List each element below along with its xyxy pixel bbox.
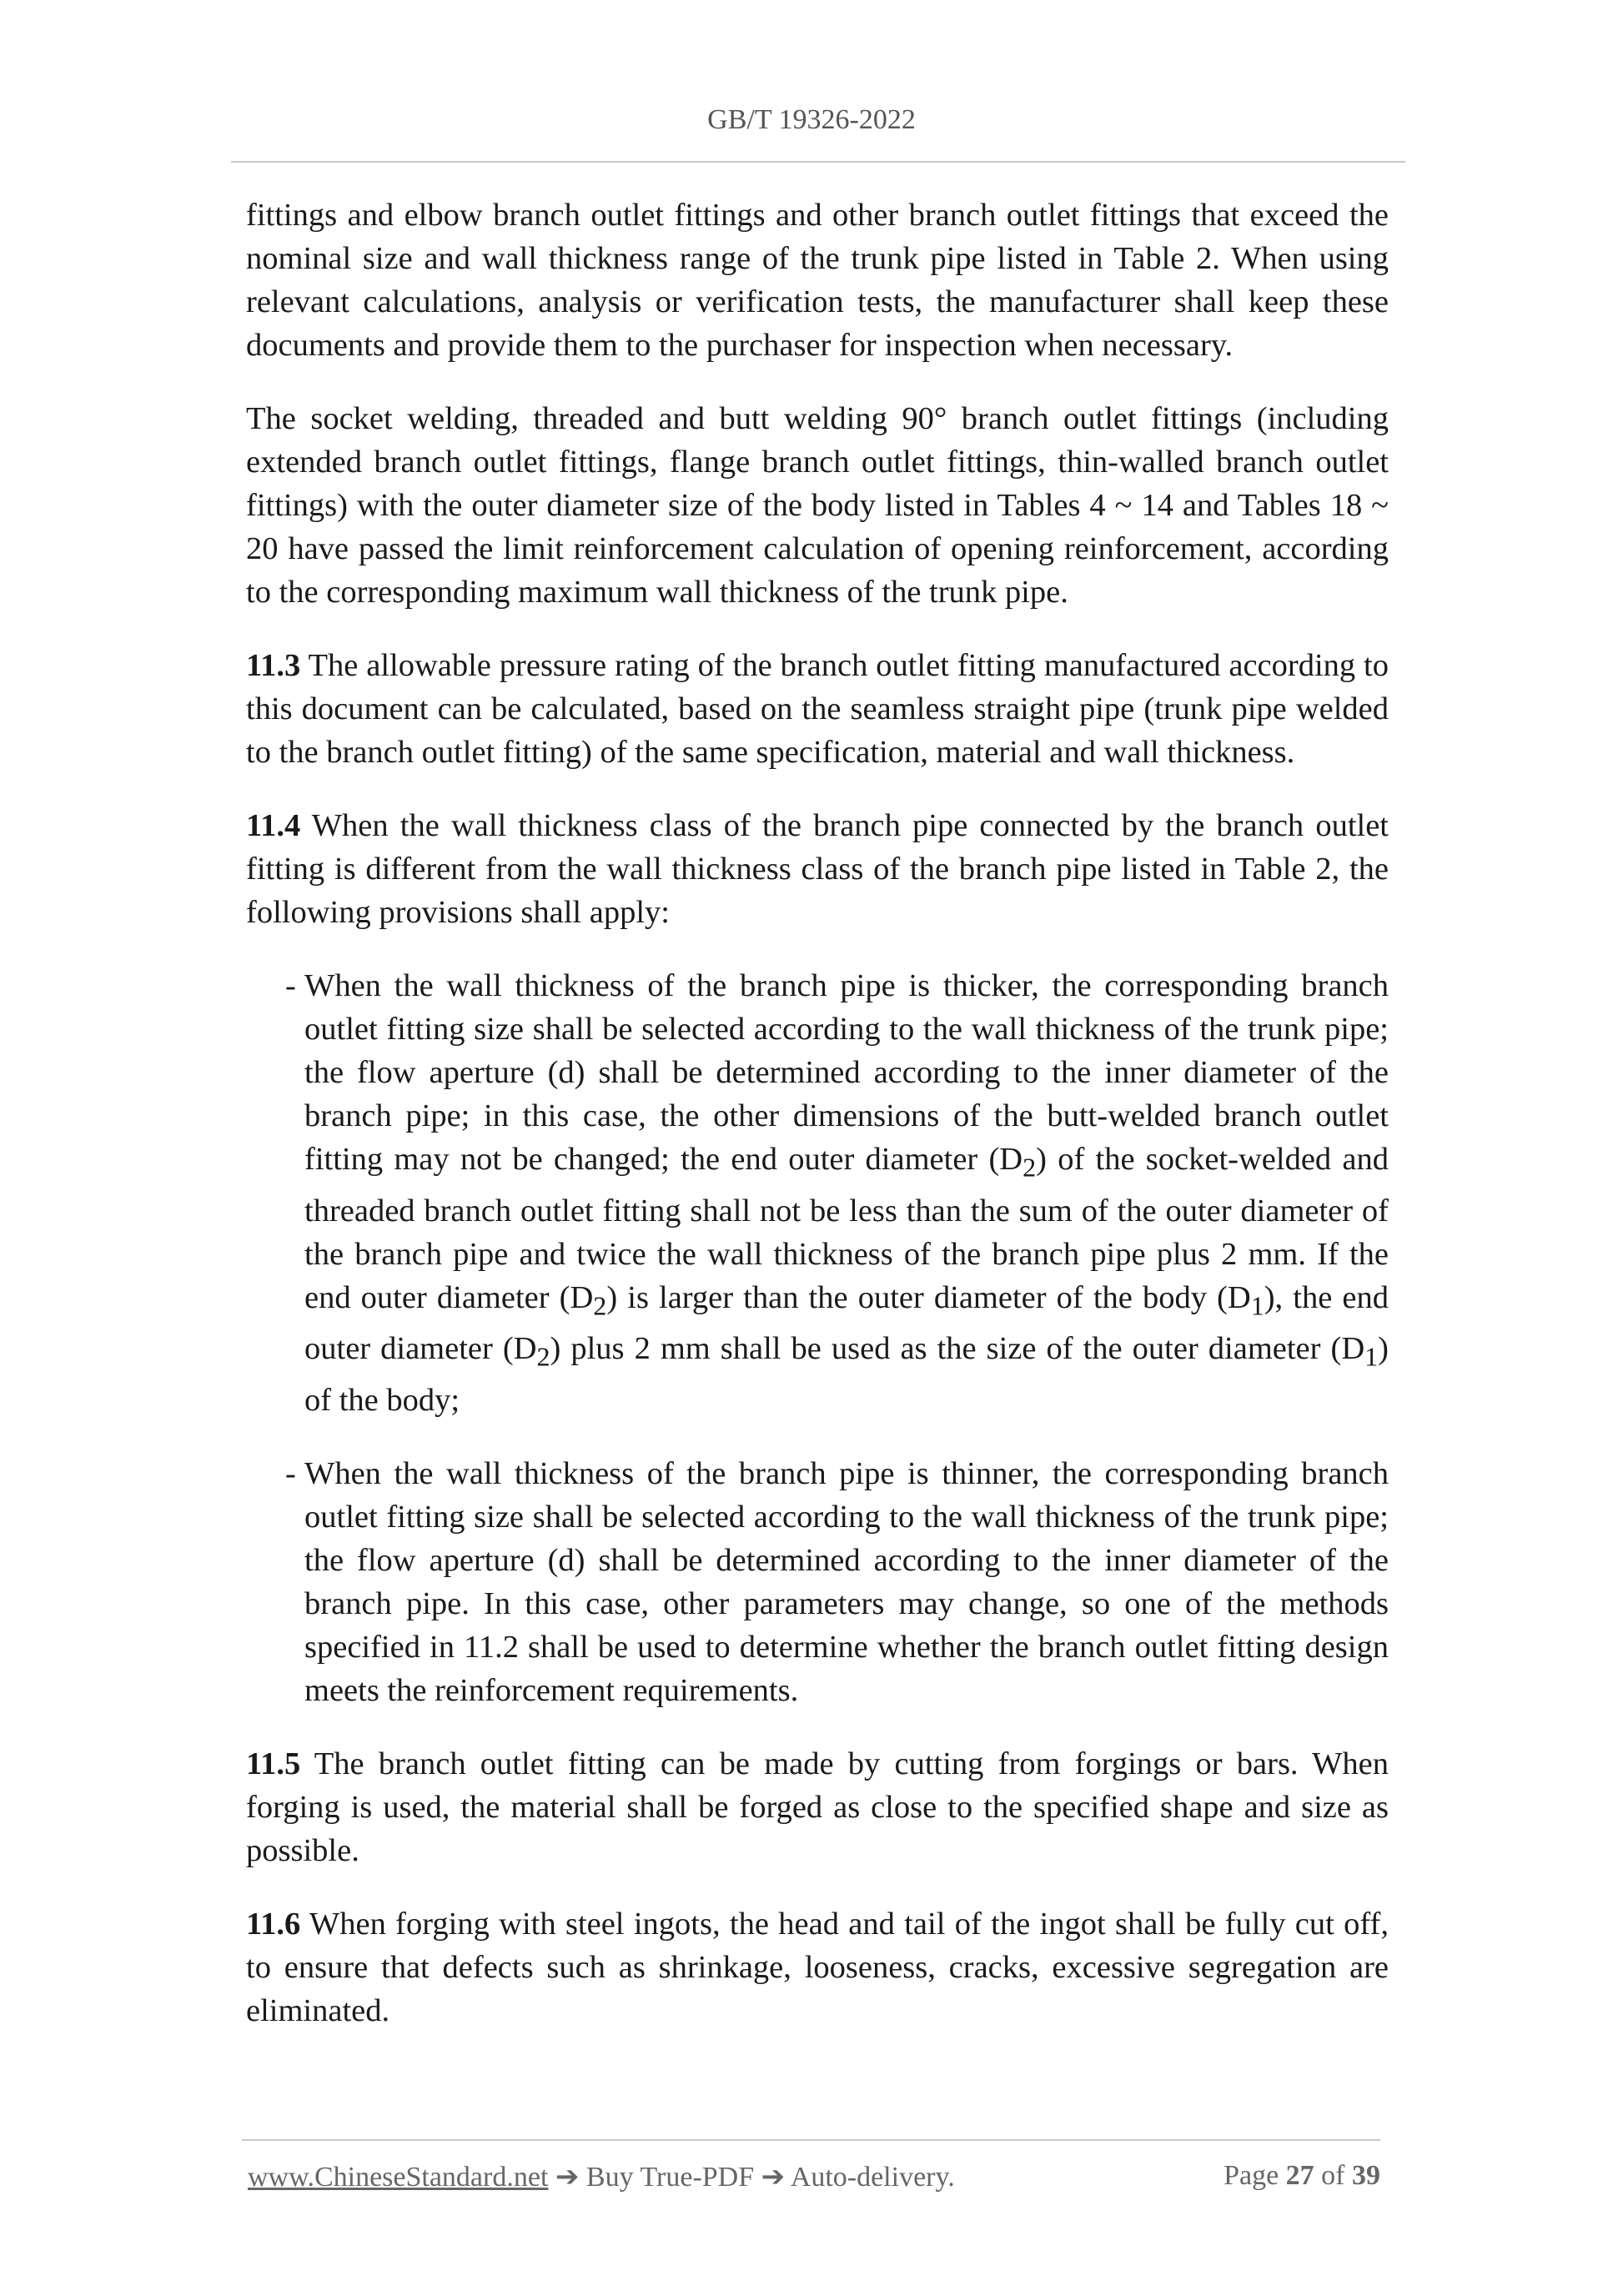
clause-11-4 xyxy=(246,804,1389,934)
list-text: ) plus 2 mm shall be used as the size of the outer diameter (D xyxy=(550,1331,1365,1367)
clause-number: 11.3 xyxy=(246,648,301,683)
clause-text: When the wall thickness class of the branch pipe connected by the branch outlet fitting is different from the wall thickness class of the branch pipe listed in Table 2, the following provisions shall apply: xyxy=(246,808,1389,930)
page-indicator xyxy=(1224,2160,1380,2192)
paragraph-reinforcement: The socket welding, threaded and butt welding 90° branch outlet fittings (including extended branch outlet fittings, flange branch outlet fittings, thin-walled branch outlet fittings) with the outer diameter size of the body listed in Tables 4 ~ 14 and Tables 18 ~ 20 have passed the limit reinforcement calculation of opening reinforcement, according to the corresponding maximum wall thickness of the trunk pipe. xyxy=(246,401,1389,610)
clause-text: The branch outlet fitting can be made by cutting from forgings or bars. When forging is used, the material shall be forged as close to the specified shape and size as possible. xyxy=(246,1746,1389,1869)
clause-11-6 xyxy=(246,1902,1389,2032)
header-divider xyxy=(231,161,1405,163)
clause-11-3 xyxy=(246,644,1389,774)
delivery-text: Auto-delivery. xyxy=(790,2162,955,2193)
subscript: 1 xyxy=(1250,1290,1264,1321)
clause-text: The allowable pressure rating of the branch outlet fitting manufactured according to this document can be calculated, based on the seamless straight pipe (trunk pipe welded to the branch outlet fitting) of the same specification, material and wall thickness. xyxy=(246,648,1389,770)
list-text: ) is larger than the outer diameter of the body (D xyxy=(606,1279,1251,1315)
subscript: 1 xyxy=(1364,1342,1379,1373)
list-text: When the wall thickness of the branch pipe is thinner, the corresponding branch outlet fitting size shall be selected according to the wall thickness of the trunk pipe; the flow aperture (d) shall be determined according to the inner diameter of the branch pipe. In this case, other parameters may change, so one of the methods specified in 11.2 shall be used to determine whether the branch outlet fitting design meets the reinforcement requirements. xyxy=(304,1456,1389,1709)
document-header xyxy=(0,104,1623,136)
page-of: of xyxy=(1314,2160,1352,2191)
subscript: 2 xyxy=(1023,1152,1037,1183)
subscript: 2 xyxy=(536,1342,550,1373)
footer-promo xyxy=(248,2160,955,2193)
clause-text: When forging with steel ingots, the head and tail of the ingot shall be fully cut off, to ensure that defects such as shrinkage, looseness, cracks, excessive segregation are eliminated. xyxy=(246,1907,1389,2029)
list-text: When the wall thickness of the branch pipe is thicker, the corresponding branch outlet fitting size shall be selected according to the wall thickness of the trunk pipe; the flow aperture (d) shall be determined according to the inner diameter of the branch pipe; in this case, the other dimensions of the butt-welded branch outlet fitting may not be changed; the end outer diameter (D xyxy=(304,968,1389,1177)
buy-text: Buy True-PDF xyxy=(585,2162,755,2193)
subscript: 2 xyxy=(593,1290,607,1321)
list-dash: - xyxy=(285,1456,296,1492)
list-item-thicker xyxy=(246,964,1389,1422)
total-pages: 39 xyxy=(1352,2160,1380,2191)
clause-number: 11.4 xyxy=(246,808,301,843)
standard-code: GB/T 19326-2022 xyxy=(707,104,916,135)
list-text: ) of the socket-welded and threaded branch outlet fitting shall not be less than the sum of the outer diameter of the branch pipe and twice the wall thickness of the branch pipe plus 2 mm. If the end outer diameter (D xyxy=(304,1142,1389,1315)
provisions-list xyxy=(246,964,1389,1712)
list-text: ), the end outer diameter (D xyxy=(304,1279,1389,1367)
website-link[interactable]: www.ChineseStandard.net xyxy=(248,2162,549,2193)
arrow-icon: ➔ xyxy=(754,2162,791,2193)
page-label: Page xyxy=(1224,2160,1286,2191)
current-page: 27 xyxy=(1285,2160,1314,2191)
clause-11-5 xyxy=(246,1742,1389,1872)
list-item-thinner xyxy=(246,1452,1389,1712)
list-text: ) of the body; xyxy=(304,1331,1389,1419)
arrow-icon: ➔ xyxy=(548,2162,586,2193)
clause-number: 11.5 xyxy=(246,1746,301,1782)
clause-number: 11.6 xyxy=(246,1907,301,1942)
page-content xyxy=(246,193,1389,2062)
footer-divider xyxy=(242,2139,1380,2141)
paragraph-continuation: fittings and elbow branch outlet fittings and other branch outlet fittings that exceed the nominal size and wall thickness range of the trunk pipe listed in Table 2. When using relevant calculations, analysis or verification tests, the manufacturer shall keep these documents and provide them to the purchaser for inspection when necessary. xyxy=(246,198,1389,363)
list-dash: - xyxy=(285,968,296,1003)
